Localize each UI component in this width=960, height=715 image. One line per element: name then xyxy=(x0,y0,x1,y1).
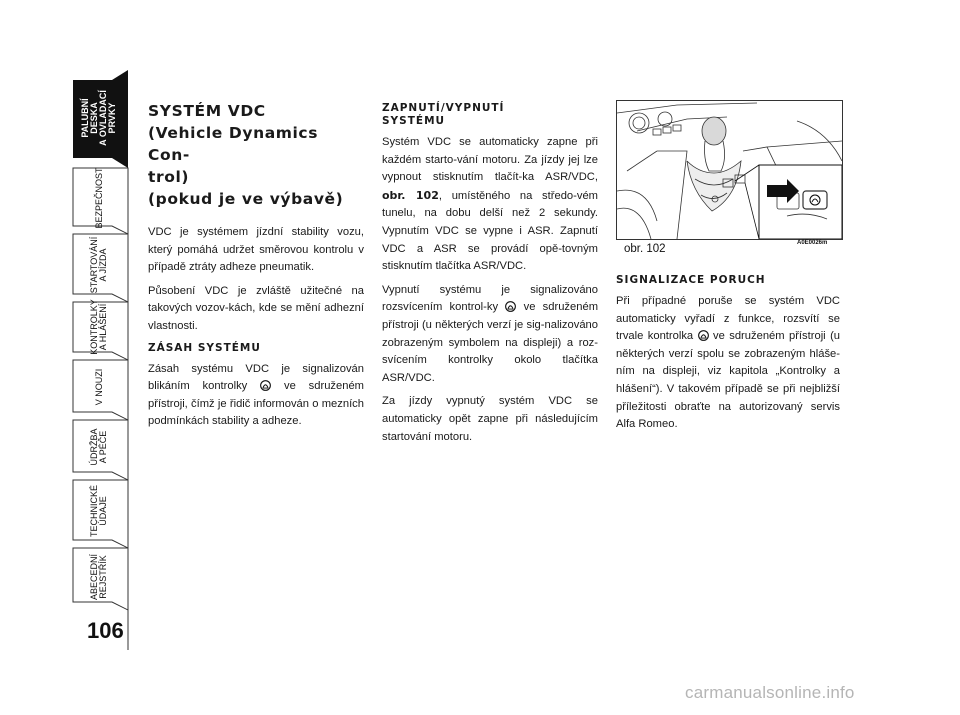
text-intervention-a: Zásah systému VDC je signalizován blikáním kontrolky xyxy=(148,362,364,393)
text-fault-b: ve sdruženém přístroji (u některých verzí spolu se zobrazeným hláše-ním na displeji, viz kapitola „Kontrolky a hlášení“). V takovém případě se při nejbližší příležitosti obraťte na autorizovaný servis Alfa Romeo. xyxy=(616,330,841,431)
heading-system-intervention: ZÁSAH SYSTÉMU xyxy=(148,341,261,354)
paragraph-on-off xyxy=(382,134,598,276)
tab-maintenance[interactable]: ÚDRŽBA A PÉČE xyxy=(89,428,108,466)
text-on-off-a: Systém VDC se automaticky zapne při každém starto-vání motoru. Za jízdy jej lze vypnout stisknutím tlačít-ka ASR/VDC, xyxy=(382,136,598,184)
vdc-warning-icon xyxy=(260,380,271,391)
chapter-tabs xyxy=(0,0,130,715)
paragraph-vdc-definition: VDC je systémem jízdní stability vozu, který pomáhá udržet směrovou kontrolu v případě ztráty adheze pneumatik. xyxy=(148,226,364,274)
text-off-signal-b: ve sdruženém přístroji (u některých verzí je sig-nalizováno zobrazeným symbolem na displeji) a roz-svícením kontrolky okolo tlačítka ASR/VDC. xyxy=(382,301,599,384)
paragraph-intervention xyxy=(148,361,364,431)
text-fault-a: Při případné poruše se systém VDC automaticky vyřadí z funkce, rozsvítí se trvale kontrolka xyxy=(616,295,840,343)
figure-center-console xyxy=(616,100,843,240)
text-off-signal-a: Vypnutí systému je signalizováno rozsvícením kontrol-ky xyxy=(382,283,598,314)
vdc-warning-icon xyxy=(698,330,709,341)
paragraph-vdc-usage: Působení VDC je zvláště užitečné na takových vozov-kách, kde se mění adhezní vlastnosti. xyxy=(148,284,364,332)
watermark: carmanualsonline.info xyxy=(685,683,855,702)
column-vdc-intro xyxy=(148,100,364,437)
figure-caption: obr. 102 xyxy=(624,243,666,255)
tab-safety[interactable]: BEZPEČNOST xyxy=(93,167,104,229)
paragraph-fault xyxy=(616,293,840,434)
tab-index[interactable]: ABECEDNÍ REJSTŘÍK xyxy=(89,554,108,601)
tab-starting-driving[interactable]: STARTOVÁNÍ A JÍZDA xyxy=(89,236,108,294)
vdc-warning-icon xyxy=(505,301,516,312)
figure-reference: obr. 102 xyxy=(382,188,439,202)
heading-fault-signal: SIGNALIZACE PORUCH xyxy=(616,274,766,286)
paragraph-auto-restart: Za jízdy vypnutý systém VDC se automaticky opět zapne při následujícím startování motoru. xyxy=(382,395,598,443)
page-title: SYSTÉM VDC (Vehicle Dynamics Con- trol) (pokud je ve výbavě) xyxy=(148,102,344,208)
text-on-off-b: , umístěného na středo-vém tunelu, na dobu delší než 2 sekundy. Vypnutím VDC se vypne i ASR. Zapnutí VDC a ASR se provádí opě-tovným stisknutím tlačítka ASR/VDC. xyxy=(382,189,598,273)
tab-emergency[interactable]: V NOUZI xyxy=(93,368,104,406)
column-on-off xyxy=(382,100,598,452)
paragraph-off-signal xyxy=(382,282,598,388)
figure-code: A0E0026m xyxy=(797,240,828,246)
tab-warning-lights[interactable]: KONTROLKY A HLÁŠENÍ xyxy=(89,299,108,355)
heading-on-off: ZAPNUTÍ/VYPNUTÍ SYSTÉMU xyxy=(382,102,505,127)
tab-technical-data[interactable]: TECHNICKÉ ÚDAJE xyxy=(89,485,108,538)
center-console-illustration xyxy=(617,101,842,239)
column-fault-signal xyxy=(616,272,840,440)
tab-instrument-panel[interactable]: PALUBNÍ DESKA A OVLADACÍ PRVKY xyxy=(80,90,117,146)
text-intervention-b: ve sdruženém přístroji, čímž je řidič informován o mezních podmínkách stability a adheze. xyxy=(148,380,365,428)
page-number: 106 xyxy=(87,618,124,643)
